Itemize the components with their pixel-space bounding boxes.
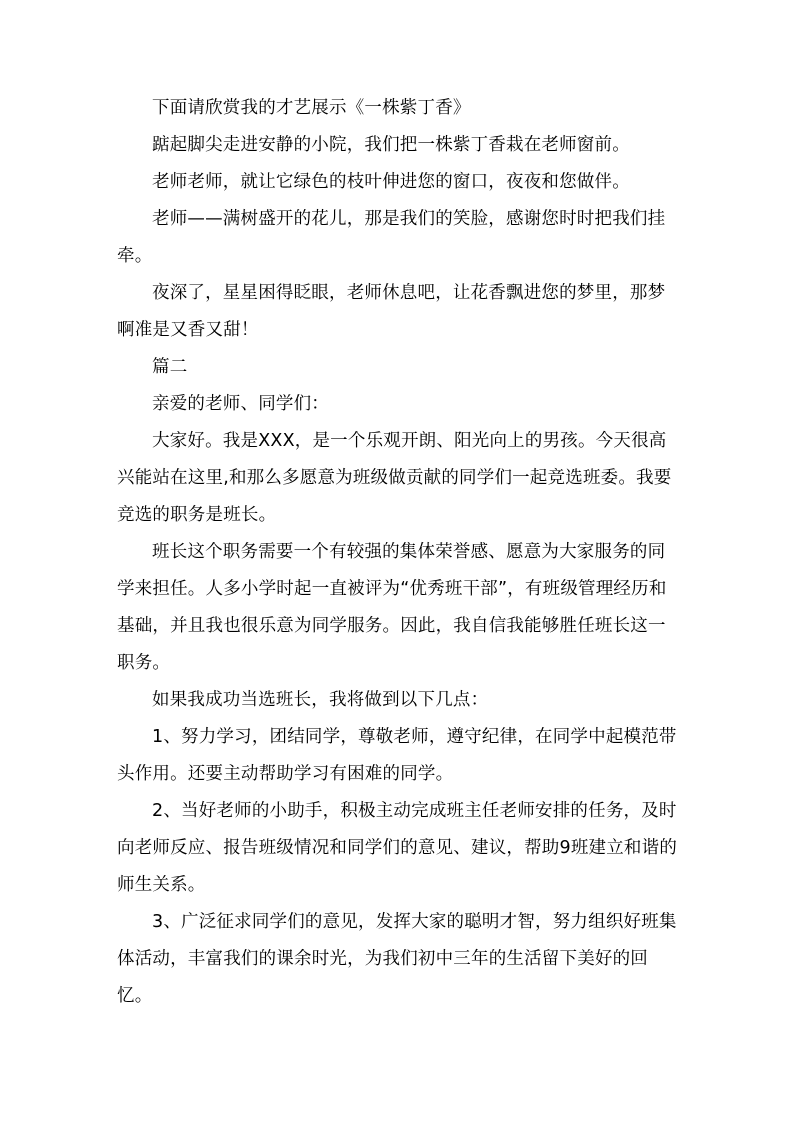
list-item-commitment-3: 3、广泛征求同学们的意见，发挥大家的聪明才智，努力组织好班集体活动，丰富我们的课余时光，为我们初中三年的生活留下美好的回忆。 <box>117 912 677 1006</box>
paragraph-salutation: 亲爱的老师、同学们： <box>152 394 329 414</box>
paragraph-poem-line-4: 夜深了，星星困得眨眼，老师休息吧，让花香飘进您的梦里，那梦啊准是又香又甜！ <box>117 283 666 340</box>
paragraph-qualifications: 班长这个职务需要一个有较强的集体荣誉感、愿意为大家服务的同学来担任。人多小学时起一直被评为“优秀班干部”，有班级管理经历和基础，并且我也很乐意为同学服务。因此，我自信我能够胜任班长这一职务。 <box>117 542 667 673</box>
document-body <box>117 90 681 1015</box>
paragraph-self-introduction: 大家好。我是XXX，是一个乐观开朗、阳光向上的男孩。今天很高兴能站在这里,和那么多愿意为班级做贡献的同学们一起竞选班委。我要竞选的职务是班长。 <box>117 431 672 525</box>
paragraph-poem-line-3: 老师——满树盛开的花儿，那是我们的笑脸，感谢您时时把我们挂牵。 <box>117 209 666 266</box>
list-item-commitment-2: 2、当好老师的小助手，积极主动完成班主任老师安排的任务，及时向老师反应、报告班级情况和同学们的意见、建议，帮助9班建立和谐的师生关系。 <box>117 801 678 895</box>
paragraph-poem-line-2: 老师老师，就让它绿色的枝叶伸进您的窗口，夜夜和您做伴。 <box>152 172 630 192</box>
paragraph-poem-line-1: 踮起脚尖走进安静的小院，我们把一株紫丁香栽在老师窗前。 <box>152 135 630 155</box>
paragraph-commitments-intro: 如果我成功当选班长，我将做到以下几点： <box>152 690 489 710</box>
section-heading-part-two: 篇二 <box>152 357 188 377</box>
paragraph-performance-intro: 下面请欣赏我的才艺展示《一株紫丁香》 <box>152 98 471 118</box>
list-item-commitment-1: 1、努力学习，团结同学，尊敬老师，遵守纪律，在同学中起模范带头作用。还要主动帮助学习有困难的同学。 <box>117 727 677 784</box>
